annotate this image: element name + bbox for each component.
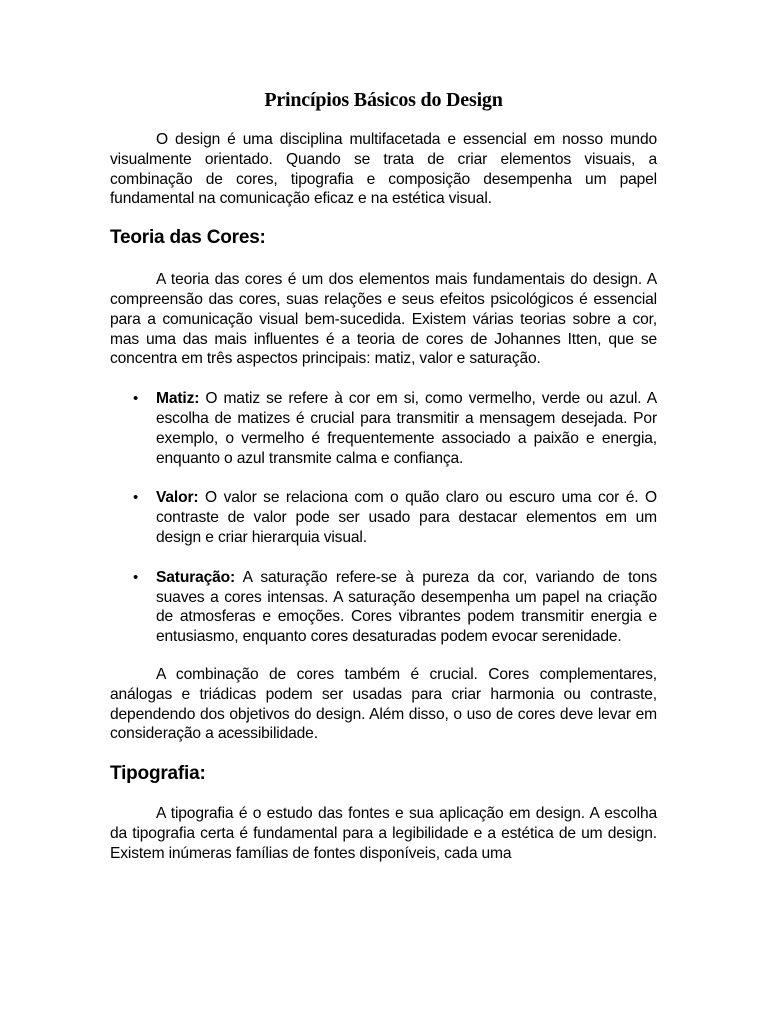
list-item-term: Saturação:	[156, 568, 236, 586]
list-item-text: O matiz se refere à cor em si, como vermelho, verde ou azul. A escolha de matizes é crucial para transmitir a mensagem desejada. Por exemplo, o vermelho é frequentemente associado a paixão e energia, enquanto o azul transmite calma e confiança.	[156, 390, 657, 467]
list-item-valor	[133, 488, 657, 547]
document-page	[110, 88, 657, 864]
color-aspects-list	[110, 389, 657, 647]
document-title: Princípios Básicos do Design	[264, 89, 503, 111]
list-item-term: Matiz:	[156, 390, 200, 408]
section-heading-typography: Tipografia:	[110, 763, 206, 785]
bullet-icon: •	[133, 489, 139, 507]
bullet-icon: •	[133, 390, 139, 408]
bullet-icon: •	[133, 568, 139, 586]
color-theory-paragraph: A teoria das cores é um dos elementos mais fundamentais do design. A compreensão das cores, suas relações e seus efeitos psicológicos é essencial para a comunicação visual bem-sucedida. Existem várias teorias sobre a cor, mas uma das mais influentes é a teoria de cores de Johannes Itten, que se concentra em três aspectos principais: matiz, valor e saturação.	[110, 271, 657, 368]
intro-paragraph: O design é uma disciplina multifacetada e essencial em nosso mundo visualmente orientado. Quando se trata de criar elementos visuais, a combinação de cores, tipografia e composição desempenha um papel fundamental na comunicação eficaz e na estética visual.	[110, 131, 657, 208]
typography-paragraph: A tipografia é o estudo das fontes e sua aplicação em design. A escolha da tipografia certa é fundamental para a legibilidade e a estética de um design. Existem inúmeras famílias de fontes disponíveis, cada uma	[110, 805, 657, 862]
section-heading-color-theory: Teoria das Cores:	[110, 227, 266, 249]
list-item-text: A saturação refere-se à pureza da cor, variando de tons suaves a cores intensas. A saturação desempenha um papel na criação de atmosferas e emoções. Cores vibrantes podem transmitir energia e entusiasmo, enquanto cores desaturadas podem evocar serenidade.	[156, 568, 657, 646]
list-item-term: Valor:	[156, 489, 199, 507]
list-item-saturacao	[133, 568, 657, 647]
list-item-text: O valor se relaciona com o quão claro ou escuro uma cor é. O contraste de valor pode ser usado para destacar elementos em um design e criar hierarquia visual.	[156, 489, 657, 546]
color-combination-paragraph: A combinação de cores também é crucial. Cores complementares, análogas e triádicas podem ser usadas para criar harmonia ou contraste, dependendo dos objetivos do design. Além disso, o uso de cores deve levar em consideração a acessibilidade.	[110, 665, 657, 743]
list-item-matiz	[133, 389, 657, 468]
